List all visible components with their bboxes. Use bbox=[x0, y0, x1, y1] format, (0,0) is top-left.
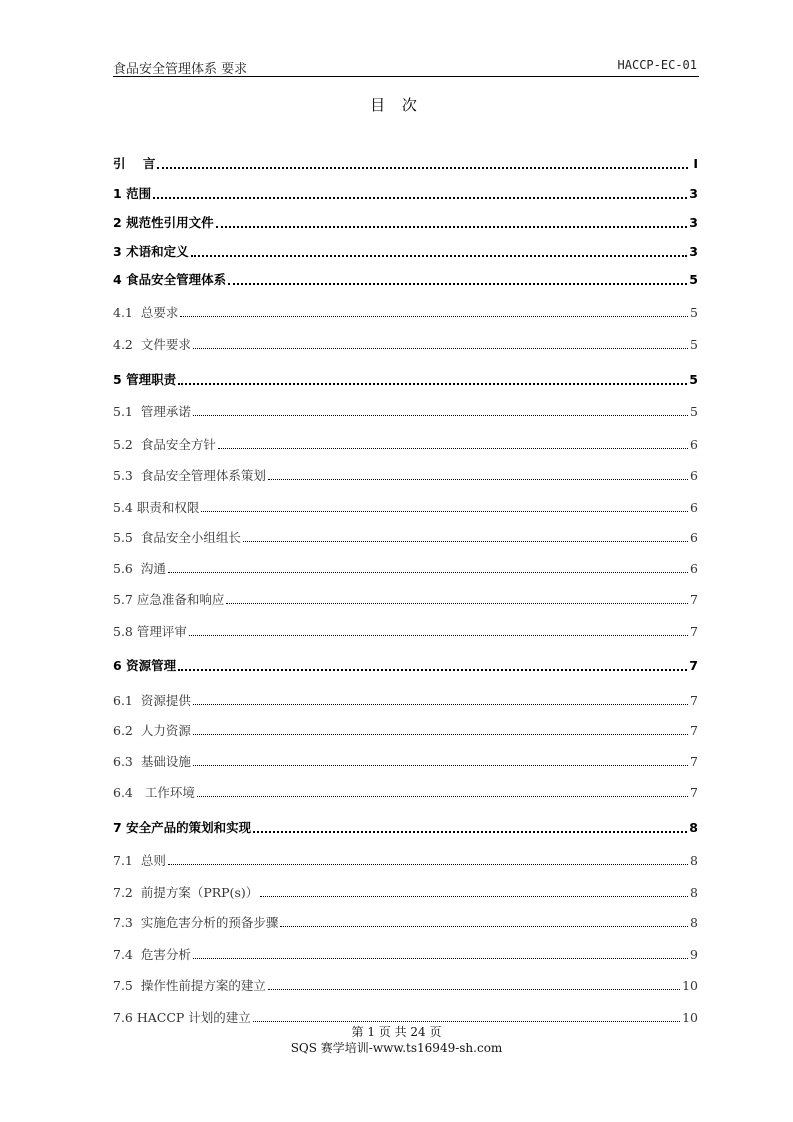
toc-entry[interactable] bbox=[113, 498, 698, 516]
toc-title: 目 次 bbox=[370, 96, 423, 114]
toc-entry-label: 食品安全方针 bbox=[140, 437, 216, 452]
toc-entry-page: 8 bbox=[690, 885, 698, 900]
toc-entry-number: 7 bbox=[113, 820, 127, 835]
toc-entry-label: 沟通 bbox=[140, 561, 166, 576]
toc-entry-label: 危害分析 bbox=[140, 947, 191, 962]
toc-dot-leader bbox=[178, 669, 687, 671]
toc-entry-number: 5 bbox=[113, 372, 127, 387]
toc-dot-leader bbox=[253, 831, 687, 833]
toc-entry-number: 7.6 bbox=[113, 1010, 137, 1025]
toc-dot-leader bbox=[228, 283, 687, 285]
toc-entry-page: 9 bbox=[690, 947, 698, 962]
toc-entry-number: 3 bbox=[113, 244, 127, 259]
toc-dot-leader bbox=[191, 255, 688, 257]
toc-entry-page: 5 bbox=[690, 404, 698, 419]
toc-entry-page: 10 bbox=[682, 978, 698, 993]
toc-dot-leader bbox=[168, 864, 688, 865]
toc-entry[interactable] bbox=[113, 184, 698, 202]
toc-dot-leader bbox=[180, 316, 688, 317]
page-header bbox=[113, 58, 699, 76]
toc-entry-label: 文件要求 bbox=[140, 337, 191, 352]
header-divider bbox=[113, 76, 699, 77]
toc-entry[interactable] bbox=[113, 656, 698, 674]
toc-entry-page: 3 bbox=[689, 244, 698, 259]
toc-entry-number: 5.1 bbox=[113, 404, 141, 419]
toc-dot-leader bbox=[253, 1021, 680, 1022]
toc-entry[interactable] bbox=[113, 590, 698, 608]
toc-entry-page: 6 bbox=[690, 530, 698, 545]
toc-entry-label: 规范性引用文件 bbox=[126, 215, 214, 230]
toc-entry[interactable] bbox=[113, 945, 698, 963]
toc-entry-page: 3 bbox=[689, 215, 698, 230]
toc-entry-number: 引 bbox=[113, 156, 143, 171]
toc-entry-number: 7.5 bbox=[113, 978, 141, 993]
toc-entry-label: 管理职责 bbox=[126, 372, 177, 387]
header-title: 食品安全管理体系 要求 bbox=[113, 62, 248, 77]
toc-entry-label: 人力资源 bbox=[140, 723, 191, 738]
toc-dot-leader bbox=[243, 541, 688, 542]
toc-entry-page: 6 bbox=[690, 437, 698, 452]
toc-entry-number: 5.7 bbox=[113, 592, 137, 607]
toc-dot-leader bbox=[197, 796, 688, 797]
toc-entry[interactable] bbox=[113, 270, 698, 288]
toc-entry[interactable] bbox=[113, 528, 698, 546]
toc-entry-label: 资源提供 bbox=[140, 693, 191, 708]
toc-entry[interactable] bbox=[113, 976, 698, 994]
toc-entry[interactable] bbox=[113, 559, 698, 577]
toc-entry-label: 术语和定义 bbox=[126, 244, 189, 259]
toc-entry[interactable] bbox=[113, 691, 698, 709]
toc-dot-leader bbox=[193, 958, 688, 959]
toc-entry[interactable] bbox=[113, 851, 698, 869]
toc-dot-leader bbox=[218, 448, 688, 449]
toc-entry-number: 6 bbox=[113, 658, 127, 673]
toc-entry-number: 5.8 bbox=[113, 624, 137, 639]
toc-dot-leader bbox=[168, 572, 688, 573]
toc-entry-page: 7 bbox=[690, 785, 698, 800]
toc-entry-label: 言 bbox=[142, 156, 156, 171]
toc-dot-leader bbox=[226, 603, 688, 604]
toc-dot-leader bbox=[260, 896, 688, 897]
toc-entry[interactable] bbox=[113, 242, 698, 260]
toc-entry-page: 3 bbox=[689, 186, 698, 201]
toc-entry[interactable] bbox=[113, 466, 698, 484]
toc-entry-label: 操作性前提方案的建立 bbox=[140, 978, 266, 993]
toc-entry-label: 资源管理 bbox=[126, 658, 177, 673]
toc-entry-number: 7.3 bbox=[113, 915, 141, 930]
toc-entry[interactable] bbox=[113, 370, 698, 388]
toc-entry-number: 2 bbox=[113, 215, 127, 230]
toc-entry-number: 1 bbox=[113, 186, 127, 201]
toc-entry-page: 6 bbox=[690, 468, 698, 483]
toc-entry[interactable] bbox=[113, 402, 698, 420]
toc-entry-page: I bbox=[693, 156, 698, 171]
footer-page-info: 第 1 页 共 24 页 bbox=[351, 1025, 442, 1039]
toc-entry-label: 实施危害分析的预备步骤 bbox=[140, 915, 279, 930]
toc-entry-number: 7.2 bbox=[113, 885, 141, 900]
toc-entry-number: 6.1 bbox=[113, 693, 141, 708]
toc-entry-label: 食品安全小组组长 bbox=[140, 530, 241, 545]
header-doc-code: HACCP-EC-01 bbox=[617, 58, 697, 72]
toc-entry-page: 8 bbox=[690, 853, 698, 868]
toc-entry-number: 6.3 bbox=[113, 754, 141, 769]
toc-entry[interactable] bbox=[113, 435, 698, 453]
toc-entry[interactable] bbox=[113, 818, 698, 836]
toc-entry-number: 4.1 bbox=[113, 305, 141, 320]
toc-entry-page: 7 bbox=[689, 658, 698, 673]
toc-entry-number: 6.4 bbox=[113, 785, 145, 800]
toc-entry-number: 4 bbox=[113, 272, 127, 287]
toc-dot-leader bbox=[268, 479, 688, 480]
toc-entry-number: 5.4 bbox=[113, 500, 137, 515]
toc-entry-page: 7 bbox=[690, 723, 698, 738]
toc-entry[interactable] bbox=[113, 154, 698, 172]
toc-entry-label: 应急准备和响应 bbox=[136, 592, 225, 607]
toc-entry-label: 基础设施 bbox=[140, 754, 191, 769]
toc-dot-leader bbox=[193, 704, 688, 705]
footer-source: SQS 赛学培训-www.ts16949-sh.com bbox=[290, 1041, 503, 1055]
toc-dot-leader bbox=[157, 167, 688, 169]
toc-entry[interactable] bbox=[113, 303, 698, 321]
toc-entry-page: 10 bbox=[682, 1010, 698, 1025]
toc-entry-label: 管理承诺 bbox=[140, 404, 191, 419]
toc-entry-label: 管理评审 bbox=[136, 624, 187, 639]
toc-dot-leader bbox=[216, 226, 688, 228]
toc-dot-leader bbox=[178, 383, 687, 385]
toc-entry[interactable] bbox=[113, 783, 698, 801]
toc-entry-number: 6.2 bbox=[113, 723, 141, 738]
toc-dot-leader bbox=[201, 511, 688, 512]
toc-entry-page: 8 bbox=[689, 820, 698, 835]
toc-entry-label: 职责和权限 bbox=[136, 500, 200, 515]
toc-entry-label: 食品安全管理体系 bbox=[126, 272, 227, 287]
toc-entry[interactable] bbox=[113, 913, 698, 931]
toc-entry-label: 食品安全管理体系策划 bbox=[140, 468, 266, 483]
page-footer bbox=[0, 1024, 793, 1056]
toc-entry-number: 4.2 bbox=[113, 337, 141, 352]
toc-entry-page: 7 bbox=[690, 624, 698, 639]
toc-entry-label: 范围 bbox=[126, 186, 152, 201]
toc-entry-page: 7 bbox=[690, 754, 698, 769]
toc-dot-leader bbox=[153, 197, 687, 199]
toc-dot-leader bbox=[193, 415, 688, 416]
toc-entry-number: 5.3 bbox=[113, 468, 141, 483]
toc-entry-label: HACCP 计划的建立 bbox=[136, 1010, 251, 1025]
toc-dot-leader bbox=[193, 348, 688, 349]
toc-entry-page: 7 bbox=[690, 592, 698, 607]
toc-entry-number: 7.4 bbox=[113, 947, 141, 962]
toc-entry-label: 工作环境 bbox=[144, 785, 195, 800]
toc-entry[interactable] bbox=[113, 622, 698, 640]
toc-entry[interactable] bbox=[113, 883, 698, 901]
toc-entry-label: 总要求 bbox=[140, 305, 179, 320]
toc-entry-number: 5.5 bbox=[113, 530, 141, 545]
toc-entry-page: 5 bbox=[689, 272, 698, 287]
toc-entry-page: 5 bbox=[689, 372, 698, 387]
toc-dot-leader bbox=[193, 765, 688, 766]
toc-entry-label: 安全产品的策划和实现 bbox=[126, 820, 252, 835]
toc-dot-leader bbox=[268, 989, 680, 990]
toc-entry[interactable] bbox=[113, 213, 698, 231]
toc-entry-page: 6 bbox=[690, 561, 698, 576]
toc-dot-leader bbox=[189, 635, 688, 636]
toc-entry[interactable] bbox=[113, 752, 698, 770]
toc-entry-page: 5 bbox=[690, 337, 698, 352]
toc-entry-number: 5.2 bbox=[113, 437, 141, 452]
toc-entry-label: 总则 bbox=[140, 853, 166, 868]
toc-dot-leader bbox=[193, 734, 688, 735]
toc-entry-number: 5.6 bbox=[113, 561, 141, 576]
toc-entry[interactable] bbox=[113, 721, 698, 739]
toc-entry-label: 前提方案（PRP(s)） bbox=[140, 885, 259, 900]
toc-dot-leader bbox=[280, 926, 688, 927]
toc-entry-page: 7 bbox=[690, 693, 698, 708]
toc-entry-page: 8 bbox=[690, 915, 698, 930]
toc-entry-page: 6 bbox=[690, 500, 698, 515]
toc-entry[interactable] bbox=[113, 335, 698, 353]
toc-entry-page: 5 bbox=[690, 305, 698, 320]
toc-entry-number: 7.1 bbox=[113, 853, 141, 868]
